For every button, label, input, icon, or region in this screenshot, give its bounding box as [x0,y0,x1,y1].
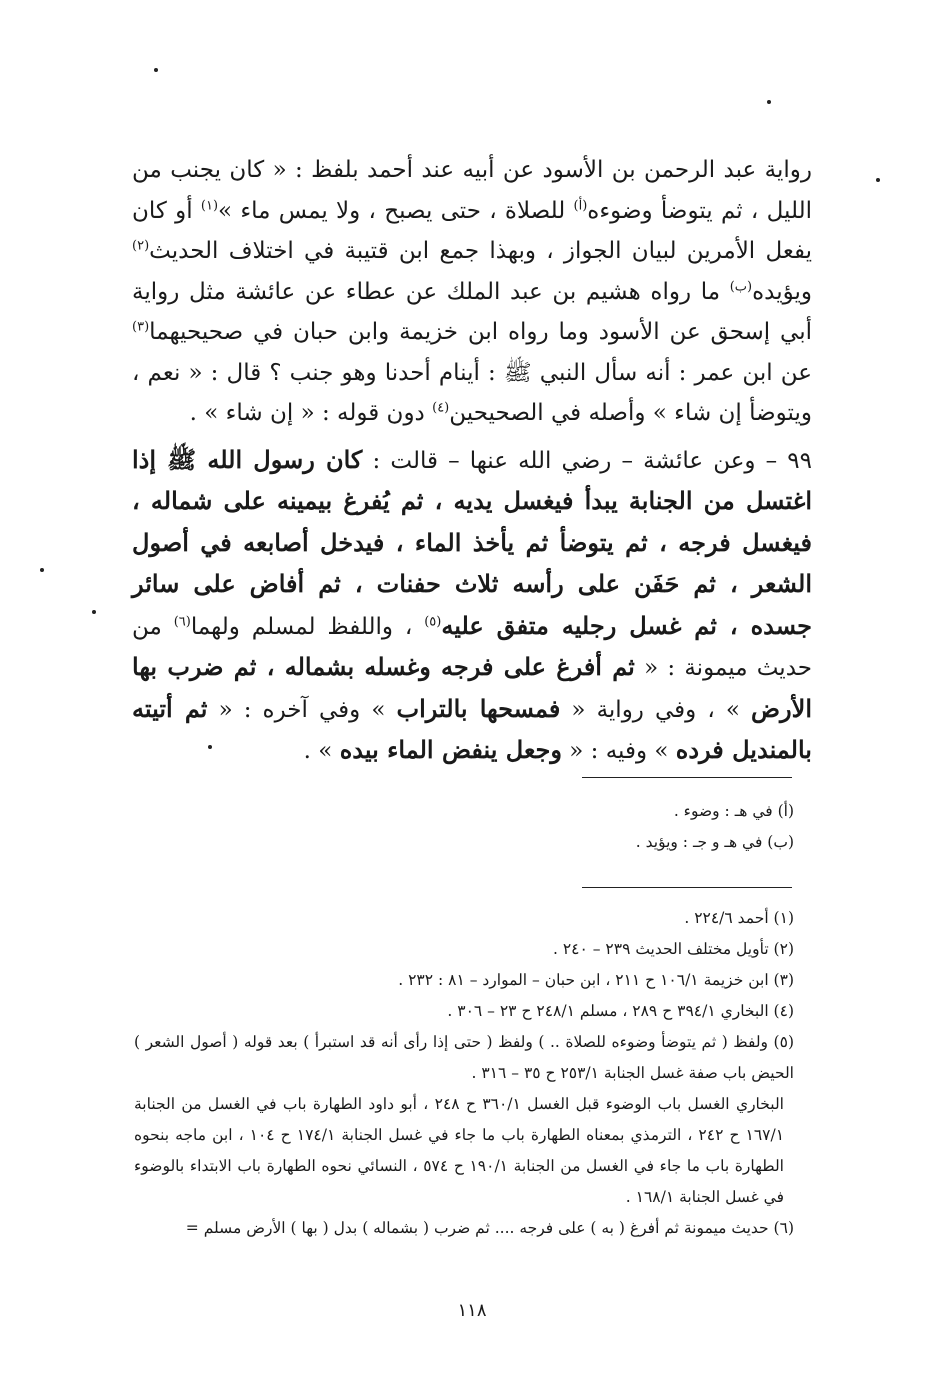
footnote-item: (أ) في هـ : وضوء . [673,802,794,820]
hadith-text: ثم أتيته بالمنديل فرده [132,693,812,764]
hadith-paragraph: ٩٩ – وعن عائشة – رضي الله عنها – قالت : كان رسول الله ﷺ إذا اغتسل من الجنابة يبدأ فيغسل يديه ، ثم يُفرغ بيمينه على شماله ، فيغسل فرجه ، ثم يتوضأ ثم يأخذ الماء ، فيدخل أصابعه في أصول الشعر ، ثم حَفَن على رأسه ثلاث حفنات ، ثم أفاض على سائر جسده ، ثم غسل رجليه متفق عليه$^{(٥)}$ ، واللفظ لمسلم ولهما$^{(٦)}$ من حديث ميمونة : « ثم أفرغ على فرجه وغسله بشماله ، ثم ضرب بها الأرض » ، وفي رواية « فمسحها بالتراب » وفي آخره : « ثم أتيته بالمنديل فرده » وفيه : « وجعل ينفض الماء بيده » . [132,444,813,764]
hadith-text: ثم أفرغ على فرجه وغسله بشماله ، ثم ضرب بها الأرض [132,652,812,723]
footnote-ref[interactable]: (٢) [132,238,150,254]
footnote-item: (٤) البخاري ٣٩٤/١ ح ٢٨٩ ، مسلم ٢٤٨/١ ح ٢٣ – ٣٠٦ . [447,1002,794,1020]
main-text [132,150,812,772]
footnote-item: (٥) ولفظ ( ثم يتوضأ وضوءه للصلاة .. ) ولفظ ( حتى إذا رأى أنه قد استبرأ ) بعد قوله ( أصول الشعر ) الحيض باب صفة غسل الجنابة ٢٥٣/١ ح ٣٥ – ٣١٦ . [134,1033,794,1082]
hadith-text: كان رسول الله ﷺ إذا اغتسل من الجنابة يبدأ فيغسل يديه ، ثم يُفرغ بيمينه على شماله ، فيغسل فرجه ، ثم يتوضأ ثم يأخذ الماء ، فيدخل أصابعه في أصول الشعر ، ثم حَفَن على رأسه ثلاث حفنات ، ثم أفاض على سائر جسده ، ثم غسل رجليه متفق عليه [132,444,812,640]
hadith-text: فمسحها بالتراب [396,693,561,723]
footnote-item: البخاري الغسل باب الوضوء قبل الغسل ٣٦٠/١ ح ٢٤٨ ، أبو داود الطهارة باب في الغسل من الجنابة ١٦٧/١ ح ٢٤٢ ، الترمذي بمعناه الطهارة باب ما جاء في غسل الجنابة ١٧٤/١ ح ١٠٤ ، ابن ماجه بنحوه الطهارة باب ما جاء في الغسل من الجنابة ١٩٠/١ ح ٥٧٤ ، النسائي نحوه الطهارة باب الابتداء بالوضوء في غسل الجنابة ١٦٨/١ . [134,1095,785,1206]
footnote-item: (٢) تأويل مختلف الحديث ٢٣٩ – ٢٤٠ . [552,940,794,958]
footnote-ref[interactable]: (٤) [432,400,450,416]
footnote-item: (٣) ابن خزيمة ١٠٦/١ ح ٢١١ ، ابن حبان – الموارد – ٨١ : ٢٣٢ . [398,971,794,989]
hadith-text: وجعل ينفض الماء بيده [339,735,562,764]
footnote-item: (١) أحمد ٢٢٤/٦ . [684,909,794,927]
footnote-ref[interactable]: (١) [200,197,219,213]
footnote-ref[interactable]: (٥) [424,613,442,629]
commentary-paragraph: رواية عبد الرحمن بن الأسود عن أبيه عند أحمد بلفظ : « كان يجنب من الليل ، ثم يتوضأ وضوءه$^{(أ)}$ للصلاة ، حتى يصبح ، ولا يمس ماء »$^{(١)}$ أو كان يفعل الأمرين لبيان الجواز ، وبهذا جمع ابن قتيبة في اختلاف الحديث$^{(٢)}$ ويؤيده$^{(ب)}$ ما رواه هشيم بن عبد الملك عن عطاء عن عائشة مثل رواية أبي إسحق عن الأسود وما رواه ابن خزيمة وابن حبان في صحيحيهما$^{(٣)}$ عن ابن عمر : أنه سأل النبي ﷺ : أينام أحدنا وهو جنب ؟ قال : « نعم ، ويتوضأ إن شاء » وأصله في الصحيحين$^{(٤)}$ دون قوله : « إن شاء » . [132,157,812,426]
footnote-item: (٦) حديث ميمونة ثم أفرغ ( به ) على فرجه .... ثم ضرب ( بشماله ) بدل ( بها ) الأرض مسلم = [185,1219,794,1237]
scan-speck [154,68,158,72]
footnote-ref[interactable]: (ب) [729,278,753,294]
scan-speck [767,100,771,104]
scan-speck [92,610,96,614]
footnote-separator [582,777,792,778]
scan-speck [876,178,880,182]
footnote-ref[interactable]: (٣) [132,319,150,335]
footnote-separator [582,887,792,888]
footnote-ref[interactable]: (أ) [573,197,588,213]
footnote-ref[interactable]: (٦) [173,613,191,629]
footnote-item: (ب) في هـ و جـ : ويؤيد . [635,833,794,851]
page-number: ١١٨ [457,1300,487,1321]
footnotes-letters [134,796,794,858]
footnotes-numbers [134,903,794,1244]
scan-speck [40,568,44,572]
